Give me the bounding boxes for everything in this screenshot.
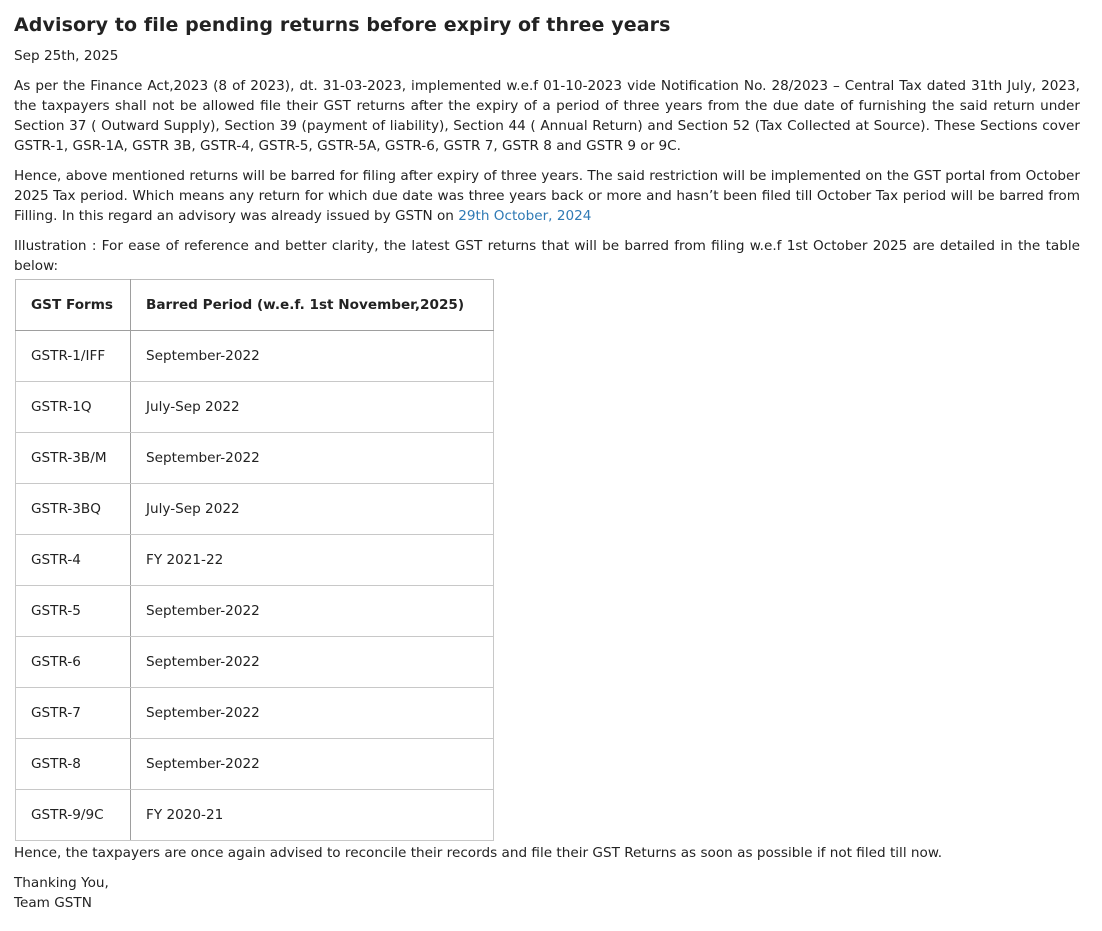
form-cell: GSTR-3B/M — [16, 433, 131, 484]
table-row — [16, 433, 494, 484]
table-row — [16, 739, 494, 790]
table-row — [16, 484, 494, 535]
team-signature: Team GSTN — [14, 895, 92, 911]
form-cell: GSTR-1Q — [16, 382, 131, 433]
table-header-row — [16, 280, 494, 331]
publish-date: Sep 25th, 2025 — [14, 48, 119, 64]
signoff — [14, 873, 1080, 913]
advisory-date-link[interactable]: 29th October, 2024 — [458, 208, 592, 224]
table-row — [16, 331, 494, 382]
barred-returns-table — [15, 279, 494, 841]
table-row — [16, 535, 494, 586]
table-row — [16, 586, 494, 637]
form-cell: GSTR-3BQ — [16, 484, 131, 535]
period-cell: September-2022 — [131, 637, 494, 688]
table-row — [16, 637, 494, 688]
period-cell: September-2022 — [131, 586, 494, 637]
form-cell: GSTR-9/9C — [16, 790, 131, 841]
restriction-paragraph — [14, 166, 1080, 226]
thanks-line: Thanking You, — [14, 875, 109, 891]
period-cell: FY 2020-21 — [131, 790, 494, 841]
header-gst-forms: GST Forms — [16, 280, 131, 331]
form-cell: GSTR-5 — [16, 586, 131, 637]
period-cell: July-Sep 2022 — [131, 382, 494, 433]
period-cell: September-2022 — [131, 331, 494, 382]
period-cell: September-2022 — [131, 688, 494, 739]
form-cell: GSTR-7 — [16, 688, 131, 739]
table-row — [16, 688, 494, 739]
header-barred-period: Barred Period (w.e.f. 1st November,2025) — [131, 280, 494, 331]
period-cell: September-2022 — [131, 739, 494, 790]
period-cell: July-Sep 2022 — [131, 484, 494, 535]
table-row — [16, 790, 494, 841]
intro-paragraph: As per the Finance Act,2023 (8 of 2023), dt. 31-03-2023, implemented w.e.f 01-10-2023 vide Notification No. 28/2023 – Central Tax dated 31th July, 2023, the taxpayers shall not be allowed file their GST returns after the expiry of a period of three years from the due date of furnishing the said return under Section 37 ( Outward Supply), Section 39 (payment of liability), Section 44 ( Annual Return) and Section 52 (Tax Collected at Source). These Sections cover GSTR-1, GSR-1A, GSTR 3B, GSTR-4, GSTR-5, GSTR-5A, GSTR-6, GSTR 7, GSTR 8 and GSTR 9 or 9C. — [14, 78, 1080, 154]
period-cell: September-2022 — [131, 433, 494, 484]
form-cell: GSTR-4 — [16, 535, 131, 586]
illustration-paragraph: Illustration : For ease of reference and better clarity, the latest GST returns that will be barred from filing w.e.f 1st October 2025 are detailed in the table below: — [14, 238, 1080, 274]
form-cell: GSTR-6 — [16, 637, 131, 688]
closing-paragraph: Hence, the taxpayers are once again advised to reconcile their records and file their GST Returns as soon as possible if not filed till now. — [14, 845, 943, 861]
form-cell: GSTR-8 — [16, 739, 131, 790]
restriction-text: Hence, above mentioned returns will be barred for filing after expiry of three years. The said restriction will be implemented on the GST portal from October 2025 Tax period. Which means any return for which due date was three years back or more and hasn’t been filed till October Tax period will be barred from Filling. In this regard an advisory was already issued by GSTN on — [14, 168, 1080, 224]
table-row — [16, 382, 494, 433]
form-cell: GSTR-1/IFF — [16, 331, 131, 382]
page-title: Advisory to file pending returns before expiry of three years — [14, 14, 671, 36]
period-cell: FY 2021-22 — [131, 535, 494, 586]
